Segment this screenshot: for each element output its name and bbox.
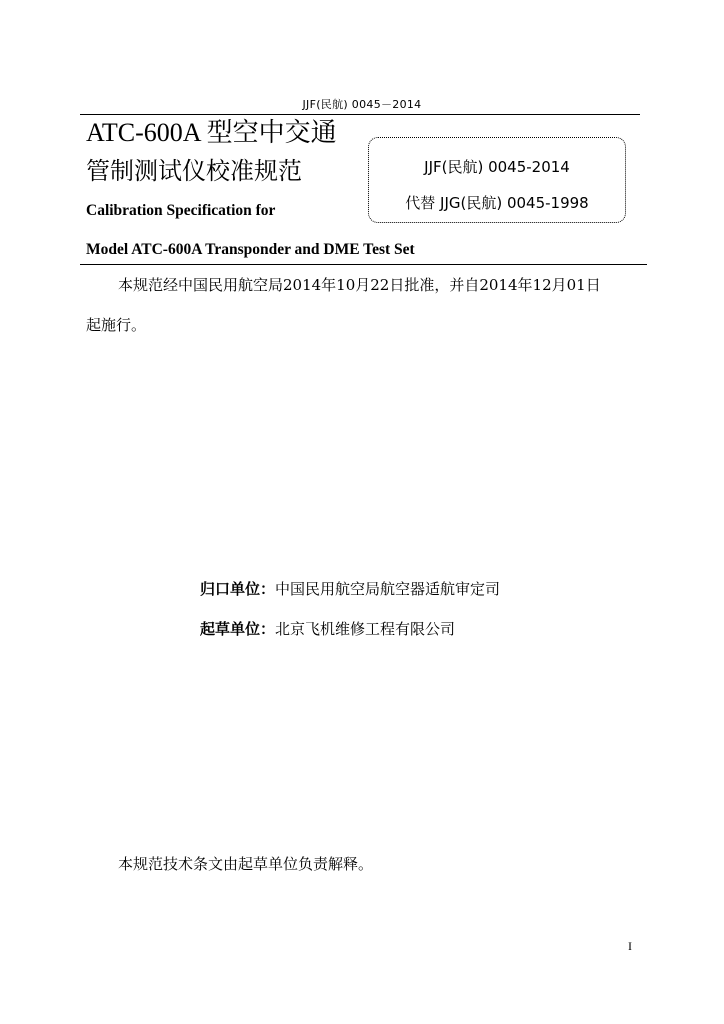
drafting-unit-label: 起草单位： (200, 620, 276, 638)
drafting-unit-row (200, 620, 455, 638)
responsible-unit-label: 归口单位： (200, 580, 276, 598)
approval-statement-line-1: 本规范经中国民用航空局2014年10月22日批准，并自2014年12月01日 (118, 276, 601, 294)
responsible-unit-value: 中国民用航空局航空器适航审定司 (275, 580, 501, 598)
document-title-line-2: 管制测试仪校准规范 (86, 159, 302, 185)
standard-code-box (368, 137, 626, 223)
standard-code: JJF(民航) 0045-2014 (424, 158, 570, 176)
running-header: JJF(民航) 0045－2014 (302, 98, 422, 111)
english-title-line-2: Model ATC-600A Transponder and DME Test Set (86, 241, 415, 258)
title-rule (80, 264, 647, 265)
responsible-unit-row (200, 580, 500, 598)
page-number: I (628, 939, 632, 953)
interpretation-note: 本规范技术条文由起草单位负责解释。 (118, 855, 374, 873)
english-title-line-1: Calibration Specification for (86, 202, 276, 219)
approval-statement-line-2: 起施行。 (86, 316, 147, 334)
header-rule (80, 114, 640, 115)
drafting-unit-value: 北京飞机维修工程有限公司 (275, 620, 456, 638)
replaced-standard-code: 代替 JJG(民航) 0045-1998 (405, 194, 589, 212)
document-title-line-1: ATC-600A 型空中交通 (86, 118, 337, 147)
